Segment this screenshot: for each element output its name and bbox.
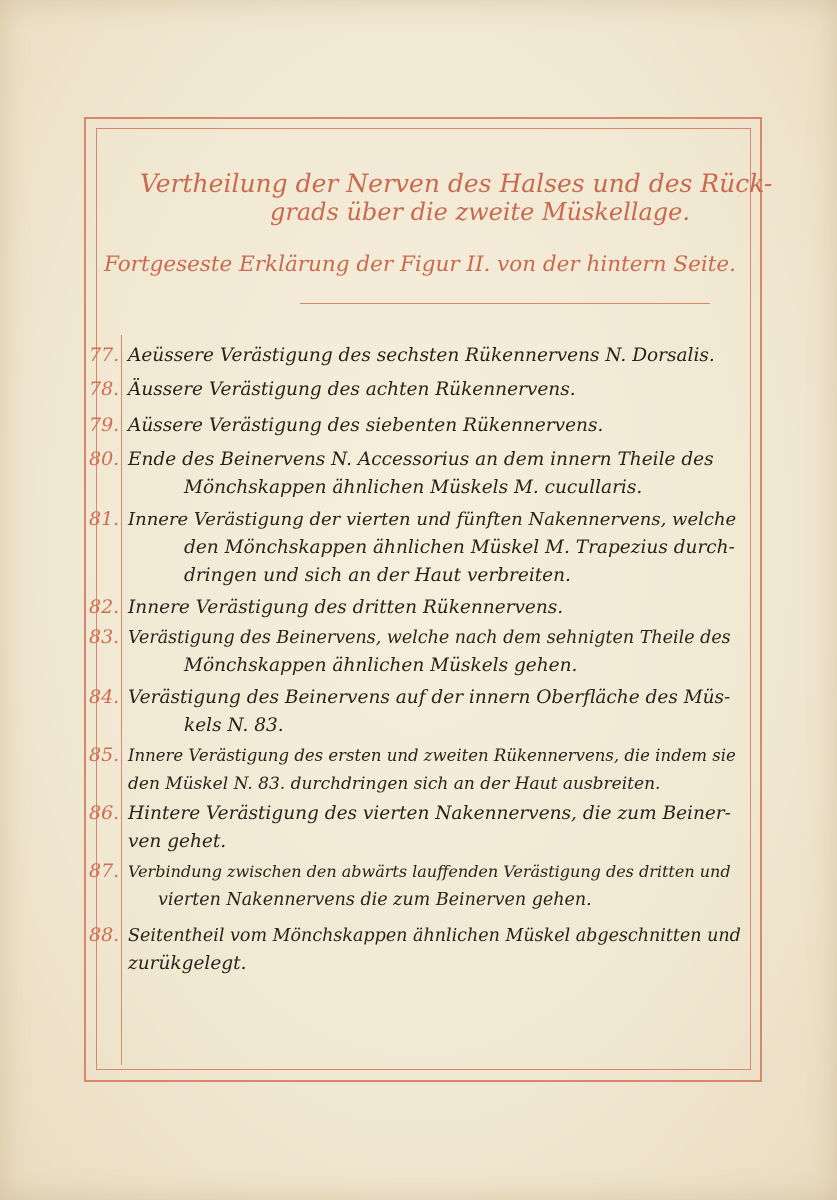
title-underline [300,303,710,304]
entry-text: Aüssere Verästigung des siebenten Rükennervens. [128,415,604,436]
entry-text: Innere Verästigung des ersten und zweiten Rükennervens, die indem sie den Müskel N. 83. durchdringen sich an der Haut ausbreiten. [128,746,736,794]
entry-text: Äussere Verästigung des achten Rükennervens. [128,379,576,400]
entry-text: Innere Verästigung der vierten und fünften Nakennervens, welche den Mönchskappen ähnlichen Müskel M. Trapezius durch- dringen und sich an der Haut verbreiten. [128,509,737,586]
heading-line-2: grads über die zweite Müskellage. [270,198,690,226]
entry-number: 88. [89,924,120,946]
entry-number: 81. [89,508,120,530]
entry-number: 79. [89,414,120,436]
entry-text: Aeüssere Verästigung des sechsten Rükennervens N. Dorsalis. [128,345,715,366]
entry-number: 84. [89,686,120,708]
entry-number: 83. [89,626,120,648]
entry-number: 78. [89,378,120,400]
entry-text: Innere Verästigung des dritten Rükennervens. [128,597,564,618]
entry-text: Seitentheil vom Mönchskappen ähnlichen Müskel abgeschnitten und zurükgelegt. [128,926,741,974]
entry-number: 80. [89,448,120,470]
entry-number: 86. [89,802,120,824]
entry-number: 82. [89,596,120,618]
entry-text: Ende des Beinervens N. Accessorius an dem innern Theile des Mönchskappen ähnlichen Müskels M. cucullaris. [128,449,714,498]
entry-text: Verästigung des Beinervens, welche nach dem sehnigten Theile des Mönchskappen ähnlichen Müskels gehen. [128,628,731,676]
entry-number: 77. [89,344,120,366]
entry-text: Verästigung des Beinervens auf der innern Oberfläche des Müs- kels N. 83. [128,687,731,736]
heading-line-3: Fortgeseste Erklärung der Figur II. von der hintern Seite. [104,252,736,277]
entry-number: 87. [89,860,120,882]
entry-text: Verbindung zwischen den abwärts lauffenden Verästigung des dritten und vierten Nakennervens die zum Beinerven gehen. [128,862,731,910]
heading-line-1: Vertheilung der Nerven des Halses und des Rück- [140,169,773,198]
entry-text: Hintere Verästigung des vierten Nakennervens, die zum Beiner- ven gehet. [128,803,731,852]
entry-number: 85. [89,744,120,766]
